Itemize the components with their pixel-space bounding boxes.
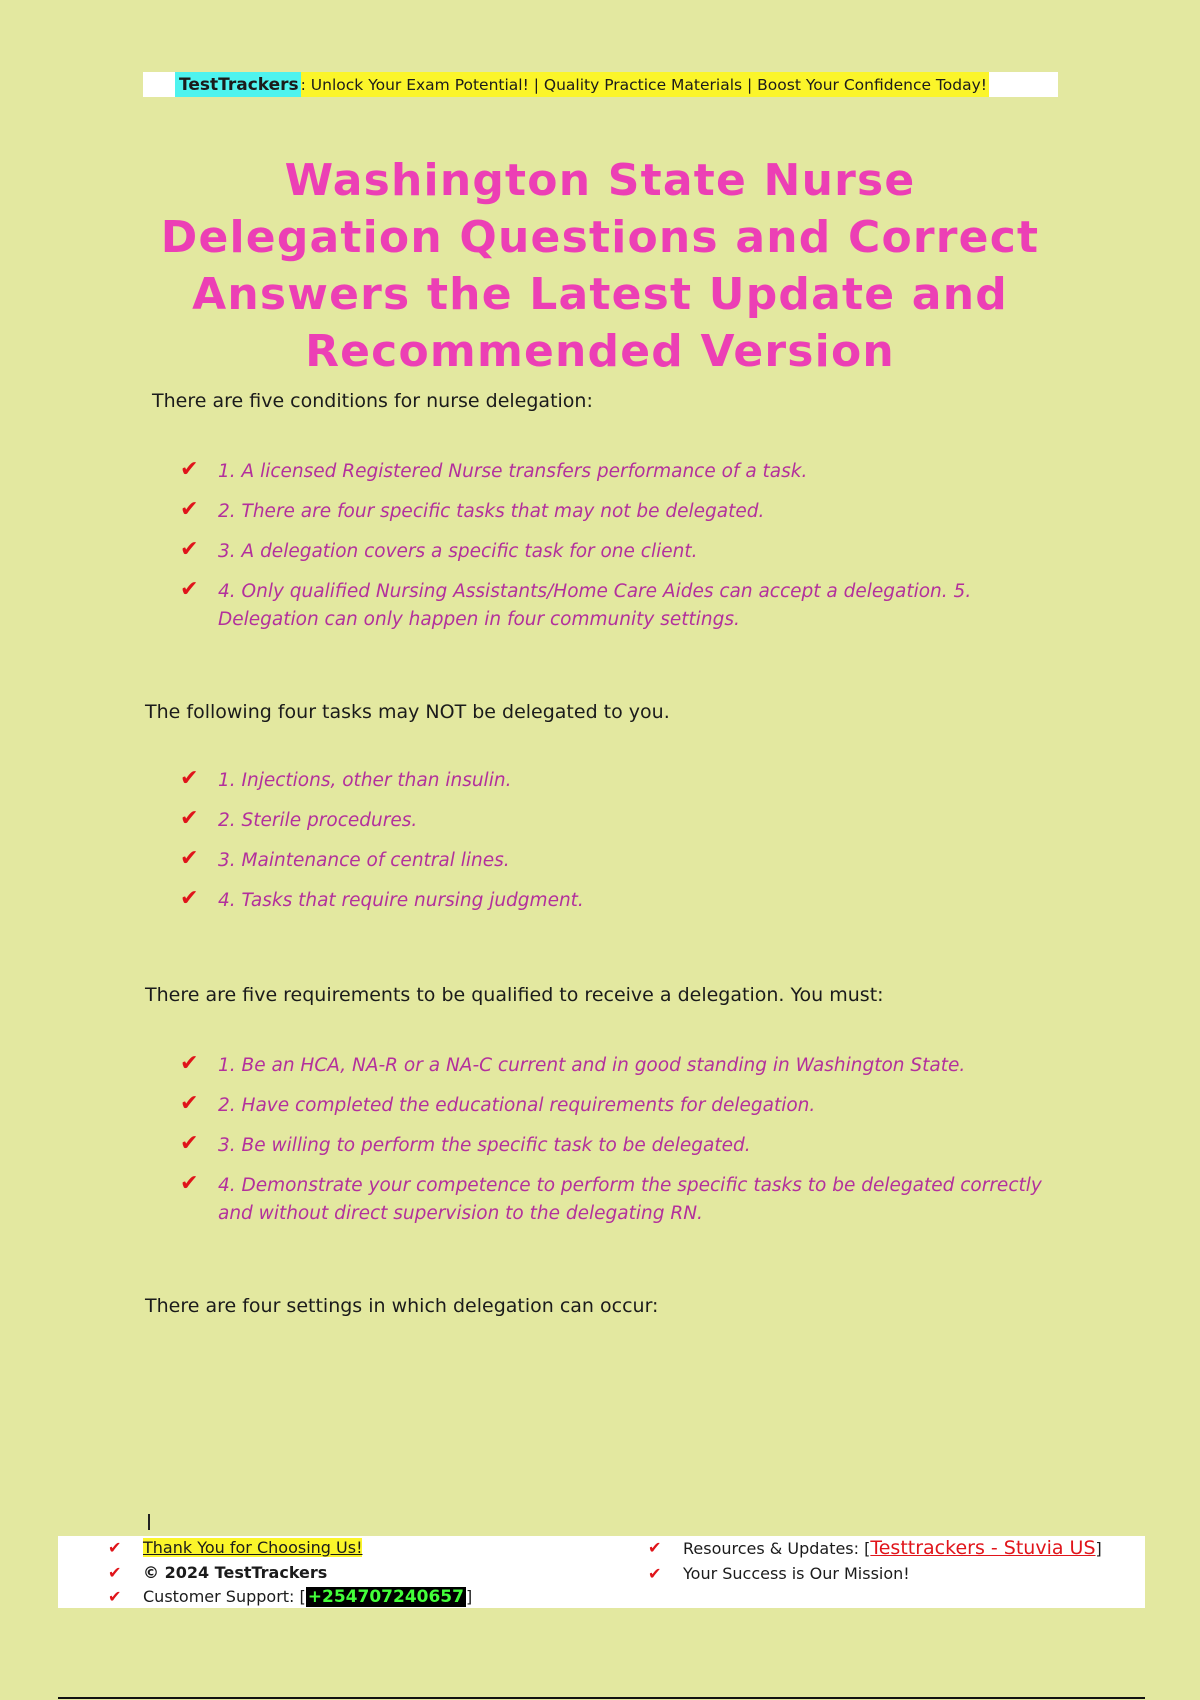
support-phone[interactable]: +254707240657 <box>307 1587 464 1607</box>
list-item: ✔ 4. Demonstrate your competence to perform the specific tasks to be delegated correctly and without direct supervision to the delegating RN. <box>180 1171 1042 1224</box>
thanks-text: Thank You for Choosing Us! <box>143 1538 363 1557</box>
list-item: ✔ 2. Sterile procedures. <box>180 806 418 831</box>
checkmark-icon: ✔ <box>108 1538 122 1557</box>
checkmark-icon: ✔ <box>180 846 199 871</box>
footer-left-column <box>108 1536 472 1610</box>
support-label: Customer Support: [ <box>143 1587 306 1606</box>
header-highlight <box>175 72 989 97</box>
footer-right-column <box>648 1536 1102 1586</box>
footer-item <box>648 1562 1102 1587</box>
resources-label: Resources & Updates: [ <box>683 1539 871 1558</box>
checkmark-icon: ✔ <box>648 1563 662 1583</box>
checkmark-icon: ✔ <box>180 886 199 911</box>
checkmark-icon: ✔ <box>180 766 199 791</box>
list-item: ✔ 2. Have completed the educational requirements for delegation. <box>180 1091 816 1116</box>
footer-item <box>108 1561 472 1586</box>
list-item: ✔ 1. Injections, other than insulin. <box>180 766 512 791</box>
list-item: ✔ 4. Only qualified Nursing Assistants/Home Care Aides can accept a delegation. 5. Delegation can only happen in four community settings. <box>180 577 972 630</box>
document-title: Washington State Nurse Delegation Questions and Correct Answers the Latest Update and Recommended Version <box>160 155 1040 377</box>
section-heading-conditions: There are five conditions for nurse delegation: <box>152 390 593 412</box>
checkmark-icon: ✔ <box>180 497 199 522</box>
support-close: ] <box>465 1587 473 1606</box>
list-item: ✔ 3. Be willing to perform the specific task to be delegated. <box>180 1131 751 1156</box>
checkmark-icon: ✔ <box>180 806 199 831</box>
list-item: ✔ 1. Be an HCA, NA-R or a NA-C current and in good standing in Washington State. <box>180 1051 966 1076</box>
list-item: ✔ 2. There are four specific tasks that may not be delegated. <box>180 497 765 522</box>
not-delegated-list <box>180 767 1060 927</box>
brand-name: TestTrackers <box>175 72 301 97</box>
resources-link[interactable]: Testtrackers - Stuvia US <box>870 1537 1096 1559</box>
footer-item <box>648 1536 1102 1562</box>
checkmark-icon: ✔ <box>108 1562 122 1582</box>
text-cursor <box>148 1514 150 1530</box>
conditions-list <box>180 458 1060 646</box>
checkmark-icon: ✔ <box>108 1587 122 1606</box>
section-heading-settings: There are four settings in which delegation can occur: <box>145 1295 659 1317</box>
footer-item <box>108 1585 472 1610</box>
checkmark-icon: ✔ <box>180 1131 199 1156</box>
list-item: ✔ 4. Tasks that require nursing judgment. <box>180 886 584 911</box>
header-banner <box>143 72 1058 97</box>
copyright-text: © 2024 TestTrackers <box>143 1562 328 1582</box>
checkmark-icon: ✔ <box>180 1091 199 1116</box>
checkmark-icon: ✔ <box>180 1171 199 1196</box>
section-heading-requirements: There are five requirements to be qualified to receive a delegation. You must: <box>145 984 884 1006</box>
footer-box <box>58 1536 1145 1608</box>
checkmark-icon: ✔ <box>648 1538 662 1557</box>
mission-text: Your Success is Our Mission! <box>683 1563 910 1583</box>
list-item: ✔ 3. A delegation covers a specific task for one client. <box>180 537 698 562</box>
resources-close: ] <box>1095 1539 1102 1558</box>
checkmark-icon: ✔ <box>180 577 199 602</box>
footer-item <box>108 1536 472 1561</box>
list-item: ✔ 3. Maintenance of central lines. <box>180 846 510 871</box>
checkmark-icon: ✔ <box>180 457 199 482</box>
bottom-divider <box>58 1697 1145 1699</box>
header-tagline: : Unlock Your Exam Potential! | Quality Practice Materials | Boost Your Confidence Today! <box>300 75 987 94</box>
section-heading-not-delegated: The following four tasks may NOT be delegated to you. <box>145 701 670 723</box>
checkmark-icon: ✔ <box>180 1051 199 1076</box>
list-item: ✔ 1. A licensed Registered Nurse transfers performance of a task. <box>180 457 808 482</box>
checkmark-icon: ✔ <box>180 537 199 562</box>
requirements-list <box>180 1052 1060 1240</box>
